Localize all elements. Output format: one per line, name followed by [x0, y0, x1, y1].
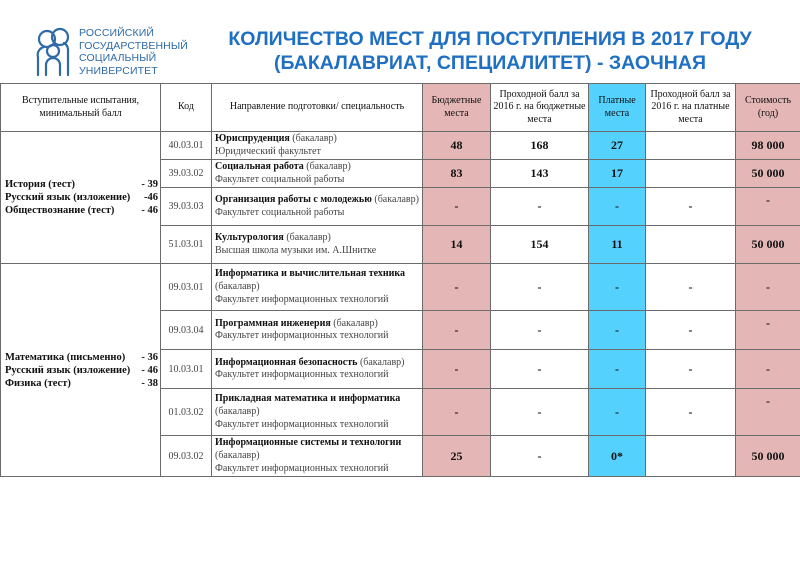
program-faculty: Факультет информационных технологий: [215, 369, 389, 381]
requirement-score: - 38: [141, 377, 158, 389]
program-level: (бакалавр): [215, 406, 260, 418]
budget-passing-score: 154: [491, 226, 589, 264]
requirement-item: [5, 204, 158, 217]
budget-places: -: [423, 389, 491, 436]
entrance-requirements: [1, 264, 161, 477]
program-name: Программная инженерия: [215, 317, 331, 329]
paid-places: -: [589, 389, 646, 436]
program-name: Организация работы с молодежью: [215, 194, 372, 206]
program-cell: [212, 132, 423, 160]
requirement-score: - 46: [141, 364, 158, 376]
budget-passing-score: -: [491, 188, 589, 226]
university-logo: [33, 27, 75, 77]
requirement-subject: Математика (письменно): [5, 351, 126, 363]
requirement-subject: История (тест): [5, 179, 76, 191]
program-faculty: Высшая школа музыки им. А.Шнитке: [215, 244, 377, 256]
logo-line: УНИВЕРСИТЕТ: [79, 64, 158, 77]
program-code: 51.03.01: [161, 226, 212, 264]
budget-places: -: [423, 264, 491, 311]
header-program: Направление подготовки/ специальность: [212, 84, 423, 132]
requirement-item: [5, 191, 158, 204]
requirement-item: [5, 178, 158, 191]
program-cell: [212, 311, 423, 350]
paid-places: -: [589, 350, 646, 389]
program-code: 39.03.02: [161, 160, 212, 188]
paid-passing-score: -: [646, 389, 736, 436]
program-cell: [212, 389, 423, 436]
program-code: 10.03.01: [161, 350, 212, 389]
paid-places: 17: [589, 160, 646, 188]
program-name: Прикладная математика и информатика: [215, 393, 401, 405]
budget-places: -: [423, 311, 491, 350]
budget-passing-score: 168: [491, 132, 589, 160]
annual-cost: -: [736, 311, 800, 350]
budget-places: -: [423, 188, 491, 226]
budget-passing-score: -: [491, 264, 589, 311]
paid-places: 27: [589, 132, 646, 160]
annual-cost: 98 000: [736, 132, 800, 160]
program-name: Информационная безопасность: [215, 356, 358, 368]
program-name: Информатика и вычислительная техника: [215, 268, 406, 280]
program-level: (бакалавр): [333, 317, 378, 329]
program-code: 40.03.01: [161, 132, 212, 160]
header-paid-places: Платные места: [589, 84, 646, 132]
program-cell: [212, 436, 423, 477]
program-name: Социальная работа: [215, 161, 304, 173]
logo-line: РОССИЙСКИЙ: [79, 27, 154, 39]
program-code: 09.03.01: [161, 264, 212, 311]
requirement-item: [5, 351, 158, 364]
program-level: (бакалавр): [374, 194, 419, 206]
program-level: (бакалавр): [306, 161, 351, 173]
header-cost: Стоимость (год): [736, 84, 800, 132]
annual-cost: 50 000: [736, 226, 800, 264]
program-name: Информационные системы и технологии: [215, 437, 402, 449]
paid-passing-score: [646, 226, 736, 264]
header-budget-score: Проходной балл за 2016 г. на бюджетные места: [491, 84, 589, 132]
requirement-subject: Русский язык (изложение): [5, 192, 131, 204]
logo-line: ГОСУДАРСТВЕННЫЙ: [79, 39, 188, 52]
family-icon: [33, 27, 75, 77]
annual-cost: -: [736, 188, 800, 226]
page-title: [190, 27, 790, 75]
header-budget-places: Бюджетные места: [423, 84, 491, 132]
requirement-score: -46: [144, 192, 158, 204]
admission-table: [0, 83, 800, 477]
program-cell: [212, 160, 423, 188]
program-faculty: Факультет информационных технологий: [215, 293, 389, 305]
program-level: (бакалавр): [286, 232, 331, 244]
requirement-score: - 46: [141, 205, 158, 217]
entrance-requirements: [1, 132, 161, 264]
logo-line: СОЦИАЛЬНЫЙ: [79, 52, 157, 65]
paid-passing-score: -: [646, 350, 736, 389]
program-faculty: Факультет информационных технологий: [215, 418, 389, 430]
program-faculty: Факультет социальной работы: [215, 206, 345, 218]
program-faculty: Юридический факультет: [215, 145, 321, 157]
program-cell: [212, 188, 423, 226]
budget-passing-score: -: [491, 311, 589, 350]
budget-places: 14: [423, 226, 491, 264]
requirement-score: - 39: [141, 179, 158, 191]
table-row: [1, 264, 800, 311]
paid-passing-score: [646, 160, 736, 188]
budget-passing-score: -: [491, 350, 589, 389]
program-level: (бакалавр): [292, 133, 337, 144]
requirement-subject: Русский язык (изложение): [5, 364, 131, 376]
budget-places: 83: [423, 160, 491, 188]
title-line-2: (БАКАЛАВРИАТ, СПЕЦИАЛИТЕТ) - ЗАОЧНАЯ: [274, 52, 706, 74]
budget-places: -: [423, 350, 491, 389]
paid-places: 11: [589, 226, 646, 264]
annual-cost: 50 000: [736, 436, 800, 477]
header-paid-score: Проходной балл за 2016 г. на платные места: [646, 84, 736, 132]
paid-places: 0*: [589, 436, 646, 477]
program-faculty: Факультет социальной работы: [215, 173, 345, 185]
paid-places: -: [589, 264, 646, 311]
title-line-1: КОЛИЧЕСТВО МЕСТ ДЛЯ ПОСТУПЛЕНИЯ В 2017 ГОДУ: [228, 28, 752, 50]
annual-cost: -: [736, 389, 800, 436]
program-name: Культурология: [215, 232, 284, 244]
program-cell: [212, 226, 423, 264]
paid-passing-score: -: [646, 311, 736, 350]
budget-passing-score: 143: [491, 160, 589, 188]
paid-passing-score: -: [646, 188, 736, 226]
requirement-score: - 36: [141, 351, 158, 363]
program-faculty: Факультет информационных технологий: [215, 462, 389, 474]
university-name: [79, 27, 188, 77]
program-cell: [212, 350, 423, 389]
header-requirements: Вступительные испытания, минимальный балл: [1, 84, 161, 132]
requirement-item: [5, 377, 158, 390]
program-faculty: Факультет информационных технологий: [215, 330, 389, 342]
budget-passing-score: -: [491, 436, 589, 477]
program-name: Юриспруденция: [215, 133, 290, 144]
requirement-item: [5, 364, 158, 377]
requirement-subject: Обществознание (тест): [5, 205, 115, 217]
annual-cost: 50 000: [736, 160, 800, 188]
paid-passing-score: [646, 132, 736, 160]
program-level: (бакалавр): [215, 281, 260, 293]
paid-places: -: [589, 188, 646, 226]
header-row: [1, 84, 800, 132]
requirement-subject: Физика (тест): [5, 377, 71, 389]
paid-passing-score: -: [646, 264, 736, 311]
budget-places: 25: [423, 436, 491, 477]
program-cell: [212, 264, 423, 311]
program-code: 01.03.02: [161, 389, 212, 436]
annual-cost: -: [736, 350, 800, 389]
budget-places: 48: [423, 132, 491, 160]
budget-passing-score: -: [491, 389, 589, 436]
program-code: 39.03.03: [161, 188, 212, 226]
program-level: (бакалавр): [359, 356, 405, 368]
program-level: (бакалавр): [215, 449, 260, 461]
program-code: 09.03.02: [161, 436, 212, 477]
header-code: Код: [161, 84, 212, 132]
paid-passing-score: [646, 436, 736, 477]
table-row: [1, 132, 800, 160]
program-code: 09.03.04: [161, 311, 212, 350]
annual-cost: -: [736, 264, 800, 311]
paid-places: -: [589, 311, 646, 350]
